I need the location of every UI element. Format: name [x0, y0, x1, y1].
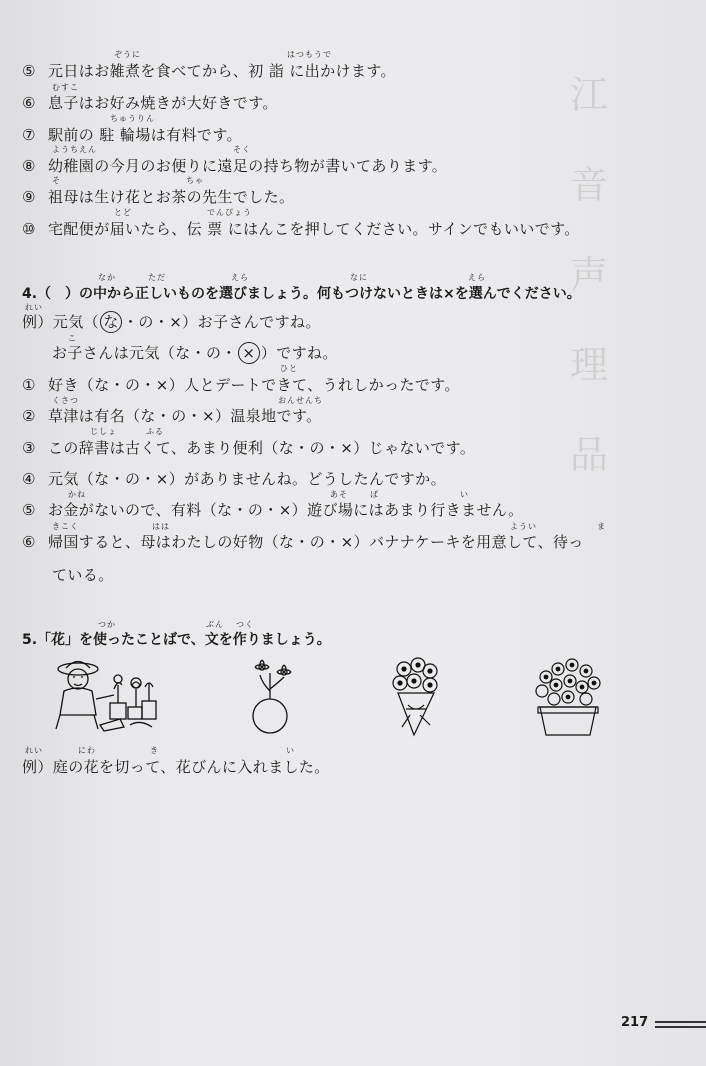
furigana: き: [150, 746, 159, 755]
furigana: あそ: [330, 490, 348, 499]
furigana: ただ: [148, 273, 166, 282]
flower-vase-illustration: [240, 655, 300, 735]
furigana: なに: [350, 273, 368, 282]
section-4-item-1: ① 好き（な・の・×）人とデートできて、うれしかったです。: [22, 376, 460, 394]
section-4-item-5: ⑤ お金がないので、有料（な・の・×）遊び場にはあまり行きません。: [22, 501, 524, 519]
furigana: ひと: [280, 364, 298, 373]
furigana: はは: [152, 522, 170, 531]
furigana: にわ: [78, 746, 96, 755]
furigana: ようちえん: [52, 145, 97, 154]
exercise-item-6: ⑥ 息子はお好み焼きが大好きです。: [22, 94, 278, 112]
section-5-instruction: 5.「花」を使ったことばで、文を作りましょう。: [22, 632, 331, 648]
furigana: ようい: [510, 522, 537, 531]
furigana: むすこ: [52, 83, 79, 92]
furigana: えら: [231, 273, 249, 282]
furigana: れい: [25, 303, 43, 312]
bouquet-illustration: [388, 655, 444, 737]
furigana: い: [460, 490, 469, 499]
section-4-item-2: ② 草津は有名（な・の・×）温泉地です。: [22, 407, 322, 425]
example-line-2: お子さんは元気（な・の・ × ）ですね。: [52, 344, 338, 362]
furigana: じしょ: [90, 427, 117, 436]
furigana: ちゅうりん: [110, 114, 155, 123]
furigana: はつもうで: [287, 50, 332, 59]
furigana: ま: [597, 522, 606, 531]
furigana: そく: [233, 145, 251, 154]
furigana: い: [286, 746, 295, 755]
section-4-instruction: 4.（ ）の中から正しいものを選びましょう。何もつけないときは×を選んでください。: [22, 286, 581, 302]
bleed-through-text: 江 音 声 理 品: [570, 73, 609, 477]
exercise-item-5: ⑤ 元日はお雑煮を食べてから、初 詣 に出かけます。: [22, 62, 396, 80]
exercise-item-7: ⑦ 駅前の 駐 輪場は有料です。: [22, 126, 242, 144]
furigana: おんせんち: [278, 396, 323, 405]
furigana: ぞうに: [114, 50, 141, 59]
furigana: ふる: [146, 427, 164, 436]
furigana: でんぴょう: [207, 208, 252, 217]
furigana: こ: [68, 334, 77, 343]
footer-rule: [655, 1026, 706, 1028]
footer-rule: [655, 1021, 706, 1023]
section-4-item-6-continued: ている。: [52, 566, 114, 584]
furigana: なか: [98, 273, 116, 282]
section-4-item-6: ⑥ 帰国すると、母はわたしの好物（な・の・×）バナナケーキを用意して、待っ: [22, 533, 584, 551]
furigana: かね: [68, 490, 86, 499]
page-number: 217: [621, 1015, 649, 1030]
furigana: そ: [52, 176, 61, 185]
section-5-example: 例）庭の花を切って、花びんに入れました。: [22, 758, 330, 776]
gardener-illustration: [50, 655, 160, 735]
furigana: つく: [236, 620, 254, 629]
potted-flowers-illustration: [532, 655, 604, 739]
furigana: れい: [25, 746, 43, 755]
furigana: ぶん: [206, 620, 224, 629]
section-4-item-3: ③ この辞書は古くて、あまり便利（な・の・×）じゃないです。: [22, 439, 476, 457]
circled-answer: ×: [238, 342, 260, 364]
furigana: えら: [468, 273, 486, 282]
exercise-item-10: ⑩ 宅配便が届いたら、伝 票 にはんこを押してください。サインでもいいです。: [22, 220, 580, 238]
furigana: ちゃ: [186, 176, 204, 185]
furigana: とど: [114, 208, 132, 217]
exercise-item-8: ⑧ 幼稚園の今月のお便りに遠足の持ち物が書いてあります。: [22, 157, 448, 175]
furigana: きこく: [52, 522, 79, 531]
section-4-item-4: ④ 元気（な・の・×）がありませんね。どうしたんですか。: [22, 470, 446, 488]
furigana: ば: [370, 490, 379, 499]
example-line-1: 例）元気（ な ・の・×）お子さんですね。: [22, 313, 321, 331]
circled-answer: な: [100, 311, 122, 333]
furigana: つか: [98, 620, 116, 629]
furigana: くさつ: [52, 396, 79, 405]
exercise-item-9: ⑨ 祖母は生け花とお茶の先生でした。: [22, 188, 295, 206]
